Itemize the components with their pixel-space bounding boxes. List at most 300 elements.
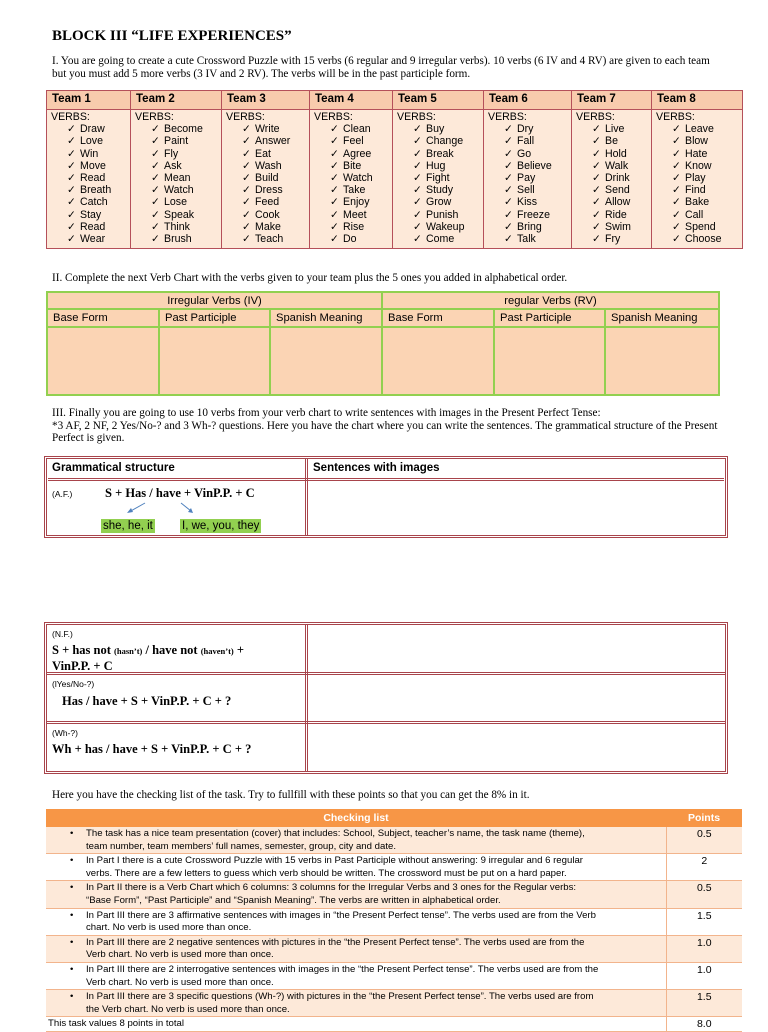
verb-item [576,148,647,160]
verb-item [576,184,647,196]
verb-text: Swim [605,220,631,233]
verb-item [226,148,305,160]
check-mark-icon: ✓ [504,147,513,160]
nf-formula-line2: VinP.P. + C [52,659,113,673]
yes-no-formula: Has / have + S + VinP.P. + C + ? [62,694,232,708]
verb-item [51,209,126,221]
check-mark-icon: ✓ [330,208,339,221]
verb-text: Take [343,184,366,197]
checking-item [46,854,666,881]
verb-text: Find [685,184,706,197]
checking-item-line: The task has a nice team presentation (cover) that includes: School, Subject, teacher’s name, the task name (theme), [86,828,585,839]
nf-formula-part: S + has not [52,643,115,657]
checking-item-line: team number, team members’ full names, semester, group, city and date. [86,840,396,852]
verb-text: Allow [605,196,631,209]
verb-item [397,221,479,233]
check-mark-icon: ✓ [672,196,681,209]
checking-item-line: verbs. There are a few letters to guess which verb should be written. The crossword must be put on a hard paper. [86,867,567,879]
verb-item [226,172,305,184]
check-mark-icon: ✓ [592,147,601,160]
checking-item-line: In Part III there are 2 negative sentences with pictures in the “the Present Perfect tense”. The verbs used are from the [86,936,585,948]
af-subject-singular [101,516,155,534]
verbs-label: VERBS: [135,111,174,123]
check-mark-icon: ✓ [151,172,160,185]
verb-text: Kiss [517,196,538,209]
checking-item-points: 0.5 [666,827,742,854]
nf-contraction-hasnt: (hasn’t) [114,646,143,656]
row-divider [48,478,311,481]
verb-text: Fly [164,147,179,160]
part2-instructions: II. Complete the next Verb Chart with the verbs given to your team plus the 5 ones you added in alphabetical order. [52,272,568,284]
verb-item [488,123,567,135]
verb-text: Break [426,147,454,160]
check-mark-icon: ✓ [504,123,513,136]
verb-item [226,196,305,208]
verb-item [314,148,388,160]
teams-verbs-row [47,110,743,249]
verb-item [576,135,647,147]
checking-row [46,881,742,908]
check-mark-icon: ✓ [242,123,251,136]
check-mark-icon: ✓ [413,196,422,209]
checking-item [46,962,666,989]
verb-text: Speak [164,208,195,221]
check-mark-icon: ✓ [242,172,251,185]
verbs-label: VERBS: [51,111,90,123]
verb-text: Do [343,233,357,246]
yes-no-sentences-area[interactable] [311,676,723,718]
nf-formula-part: + [233,643,245,657]
verbs-label: VERBS: [656,111,695,123]
verb-item [656,233,738,245]
highlight-i-we-you-they: I, we, you, they [182,520,260,532]
check-mark-icon: ✓ [151,208,160,221]
check-mark-icon: ✓ [672,123,681,136]
check-mark-icon: ✓ [151,220,160,233]
verb-item [488,209,567,221]
checking-row [46,854,742,881]
checking-item-text [48,964,664,989]
checking-item-line: chart. No verb is used more than once. [86,922,252,934]
check-mark-icon: ✓ [413,208,422,221]
checking-item-points: 2 [666,854,742,881]
bullet-icon: • [70,855,74,867]
verb-item [488,221,567,233]
check-mark-icon: ✓ [504,159,513,172]
team-verbs-cell [572,110,652,249]
verb-item [226,135,305,147]
verb-item [397,233,479,245]
checking-item-text [48,937,664,962]
checking-item [46,881,666,908]
checking-list-body [46,827,742,1031]
verb-text: Feel [343,135,364,148]
check-mark-icon: ✓ [592,135,601,148]
verb-item [488,196,567,208]
check-mark-icon: ✓ [592,208,601,221]
verb-item [51,196,126,208]
verb-item [135,209,217,221]
total-label: This task values 8 points in total [46,1017,666,1032]
verb-item [397,209,479,221]
nf-sentences-area[interactable] [311,627,723,669]
check-mark-icon: ✓ [592,159,601,172]
verb-item [51,184,126,196]
verb-item [51,160,126,172]
verbs-label: VERBS: [397,111,436,123]
teams-table [46,90,743,249]
check-mark-icon: ✓ [413,184,422,197]
check-mark-icon: ✓ [413,147,422,160]
teams-header-row [47,91,743,110]
verb-text: Teach [255,233,284,246]
check-mark-icon: ✓ [413,135,422,148]
check-mark-icon: ✓ [504,196,513,209]
part1-instructions: I. You are going to create a cute Crossword Puzzle with 15 verbs (6 regular and 9 irregular verbs). 10 verbs (6 IV and 4 RV) are given to each team but you must add 5 more verbs (3 IV and 2 RV). The verbs will be in the past participle form. [52,55,710,80]
verb-item [135,160,217,172]
verb-item [576,160,647,172]
bullet-icon: • [70,963,74,975]
rv-base-form-header: Base Form [382,309,494,327]
verb-text: Dress [255,184,283,197]
verbs-label: VERBS: [488,111,527,123]
verb-item [314,221,388,233]
verb-item [314,209,388,221]
check-mark-icon: ✓ [592,220,601,233]
verb-text: Leave [685,123,714,136]
rv-spanish-meaning-cell[interactable] [605,327,719,395]
verb-text: Ride [605,208,627,221]
verb-item [314,160,388,172]
verb-item [656,221,738,233]
regular-verbs-header: regular Verbs (RV) [382,292,719,309]
rv-base-form-cell[interactable] [382,327,494,395]
verb-item [656,196,738,208]
bullet-icon: • [70,936,74,948]
row-divider [47,721,725,724]
verb-text: Be [605,135,618,148]
verb-item [314,135,388,147]
verb-item [656,148,738,160]
verb-item [314,123,388,135]
check-mark-icon: ✓ [67,159,76,172]
checking-item-text [48,882,664,907]
check-mark-icon: ✓ [151,184,160,197]
verb-item [656,160,738,172]
verb-text: Win [80,147,99,160]
verb-text: Fry [605,233,621,246]
verb-item [226,209,305,221]
verb-text: Ask [164,159,182,172]
checking-item-line: In Part III there are 3 specific questions (Wh-?) with pictures in the “the Present Perfect tense”. The verbs used are from [86,991,594,1003]
team-verbs-cell [47,110,131,249]
verb-text: Send [605,184,630,197]
check-mark-icon: ✓ [672,147,681,160]
team-header: Team 1 [47,91,131,110]
check-mark-icon: ✓ [67,123,76,136]
verb-text: Change [426,135,464,148]
checking-item-line: Verb chart. No verb is used more than once. [86,976,274,988]
part3-line1: III. Finally you are going to use 10 verbs from your verb chart to write sentences with images in the Present Perfect Tense: [52,407,601,419]
verb-item [51,123,126,135]
verb-text: Fall [517,135,535,148]
verb-item [226,221,305,233]
verb-text: Enjoy [343,196,370,209]
team-verbs-cell [310,110,393,249]
verb-text: Pay [517,172,536,185]
verb-item [397,135,479,147]
verb-item [135,123,217,135]
check-mark-icon: ✓ [672,184,681,197]
verb-text: Build [255,172,279,185]
check-mark-icon: ✓ [330,184,339,197]
verbs-label: VERBS: [314,111,353,123]
check-mark-icon: ✓ [504,233,513,246]
check-mark-icon: ✓ [413,233,422,246]
verb-text: Go [517,147,532,160]
verb-text: Make [255,220,281,233]
check-mark-icon: ✓ [330,196,339,209]
column-divider [305,459,308,535]
check-mark-icon: ✓ [672,208,681,221]
verb-text: Wakeup [426,220,465,233]
check-mark-icon: ✓ [330,159,339,172]
check-mark-icon: ✓ [504,208,513,221]
column-divider [305,625,308,771]
verb-item [135,221,217,233]
verb-text: Fight [426,172,450,185]
verb-text: Wear [80,233,106,246]
verb-text: Know [685,159,712,172]
checking-list-table [46,809,742,1032]
team-verbs-cell [131,110,222,249]
check-mark-icon: ✓ [592,233,601,246]
verb-item [135,196,217,208]
check-mark-icon: ✓ [413,220,422,233]
check-mark-icon: ✓ [413,123,422,136]
check-mark-icon: ✓ [592,196,601,209]
verb-text: Freeze [517,208,550,221]
verb-item [51,233,126,245]
verb-text: Bring [517,220,542,233]
verb-text: Watch [343,172,373,185]
verb-item [576,196,647,208]
verb-text: Come [426,233,455,246]
verb-text: Answer [255,135,291,148]
verbs-label: VERBS: [576,111,615,123]
checking-list-header: Checking list [46,809,666,827]
verb-item [576,209,647,221]
verb-item [314,184,388,196]
verb-item [397,196,479,208]
verb-text: Draw [80,123,105,136]
team-header: Team 6 [484,91,572,110]
verb-text: Cook [255,208,280,221]
verb-text: Read [80,172,106,185]
checking-row [46,827,742,854]
check-mark-icon: ✓ [67,135,76,148]
verb-text: Agree [343,147,372,160]
verb-item [51,172,126,184]
verb-text: Brush [164,233,192,246]
wh-sentences-area[interactable] [311,725,723,769]
check-mark-icon: ✓ [592,172,601,185]
check-mark-icon: ✓ [504,135,513,148]
verb-text: Walk [605,159,629,172]
check-mark-icon: ✓ [592,123,601,136]
verb-item [576,233,647,245]
verb-item [397,123,479,135]
bullet-icon: • [70,909,74,921]
verb-item [576,123,647,135]
nf-label: (N.F.) [52,629,73,639]
team-header: Team 3 [222,91,310,110]
check-mark-icon: ✓ [242,159,251,172]
checking-item-points: 1.5 [666,908,742,935]
check-mark-icon: ✓ [672,172,681,185]
checking-row [46,935,742,962]
verb-text: Choose [685,233,722,246]
verb-item [576,172,647,184]
points-header: Points [666,809,742,827]
verb-text: Become [164,123,203,136]
check-mark-icon: ✓ [151,135,160,148]
checking-item-text [48,991,664,1016]
checking-item-line: Verb chart. No verb is used more than once. [86,949,274,961]
verb-text: Dry [517,123,534,136]
page-title: BLOCK III “LIFE EXPERIENCES” [52,28,292,44]
bullet-icon: • [70,828,74,839]
check-mark-icon: ✓ [242,208,251,221]
verb-text: Breath [80,184,112,197]
checking-item-text [48,910,664,935]
checking-item-points: 1.0 [666,935,742,962]
checking-item [46,935,666,962]
verb-item [397,160,479,172]
subject-arrows [117,501,207,515]
checking-item [46,990,666,1017]
verbs-label: VERBS: [226,111,265,123]
verb-item [656,209,738,221]
verb-item [51,221,126,233]
verb-item [397,148,479,160]
check-mark-icon: ✓ [672,233,681,246]
verb-item [488,148,567,160]
verb-text: Punish [426,208,459,221]
iv-spanish-meaning-cell[interactable] [270,327,382,395]
check-mark-icon: ✓ [330,135,339,148]
verb-text: Bite [343,159,362,172]
verb-item [488,160,567,172]
check-mark-icon: ✓ [504,220,513,233]
irregular-verbs-header: Irregular Verbs (IV) [47,292,382,309]
verb-item [135,148,217,160]
verb-item [656,184,738,196]
grammatical-structure-header: Grammatical structure [52,462,175,474]
verb-text: Grow [426,196,452,209]
iv-base-form-cell[interactable] [47,327,159,395]
check-mark-icon: ✓ [151,196,160,209]
yes-no-label: (lYes/No-?) [52,679,95,689]
iv-past-participle-cell[interactable] [159,327,270,395]
checking-item-points: 1.0 [666,962,742,989]
total-row [46,1017,742,1032]
rv-past-participle-cell[interactable] [494,327,605,395]
verb-item [314,172,388,184]
team-header: Team 2 [131,91,222,110]
verb-text: Think [164,220,190,233]
team-verbs-cell [652,110,743,249]
check-mark-icon: ✓ [151,159,160,172]
verb-text: Catch [80,196,108,209]
wh-formula: Wh + has / have + S + VinP.P. + C + ? [52,742,252,756]
af-sentences-area[interactable] [311,481,723,533]
check-mark-icon: ✓ [67,184,76,197]
check-mark-icon: ✓ [151,123,160,136]
verb-text: Believe [517,159,552,172]
total-points: 8.0 [666,1017,742,1032]
checking-row [46,990,742,1017]
verb-item [314,196,388,208]
iv-spanish-meaning-header: Spanish Meaning [270,309,382,327]
verb-text: Move [80,159,106,172]
verb-item [226,123,305,135]
checking-item-points: 0.5 [666,881,742,908]
check-mark-icon: ✓ [242,196,251,209]
rv-spanish-meaning-header: Spanish Meaning [605,309,719,327]
verb-text: Live [605,123,625,136]
check-mark-icon: ✓ [672,159,681,172]
verb-text: Wash [255,159,282,172]
checking-intro: Here you have the checking list of the task. Try to fullfill with these points so that you can get the 8% in it. [52,789,530,801]
check-mark-icon: ✓ [672,135,681,148]
checking-row [46,908,742,935]
affirmative-structure-box [44,456,728,538]
verb-text: Watch [164,184,194,197]
team-header: Team 7 [572,91,652,110]
check-mark-icon: ✓ [242,135,251,148]
verb-item [226,160,305,172]
verb-item [226,184,305,196]
check-mark-icon: ✓ [67,172,76,185]
checking-item-text [48,855,664,880]
team-header: Team 4 [310,91,393,110]
verb-item [51,135,126,147]
iv-base-form-header: Base Form [47,309,159,327]
part3-instructions [52,407,724,445]
check-mark-icon: ✓ [592,184,601,197]
check-mark-icon: ✓ [413,159,422,172]
verb-text: Eat [255,147,271,160]
check-mark-icon: ✓ [330,233,339,246]
team-header: Team 5 [393,91,484,110]
af-subject-plural [180,516,261,534]
team-header: Team 8 [652,91,743,110]
verb-item [656,172,738,184]
verb-text: Hate [685,147,708,160]
checking-row [46,962,742,989]
verb-text: Meet [343,208,367,221]
check-mark-icon: ✓ [330,220,339,233]
checking-item-points: 1.5 [666,990,742,1017]
verb-text: Buy [426,123,445,136]
verb-text: Love [80,135,103,148]
verb-text: Hug [426,159,446,172]
verb-text: Stay [80,208,102,221]
verb-text: Call [685,208,704,221]
check-mark-icon: ✓ [151,233,160,246]
check-mark-icon: ✓ [242,233,251,246]
